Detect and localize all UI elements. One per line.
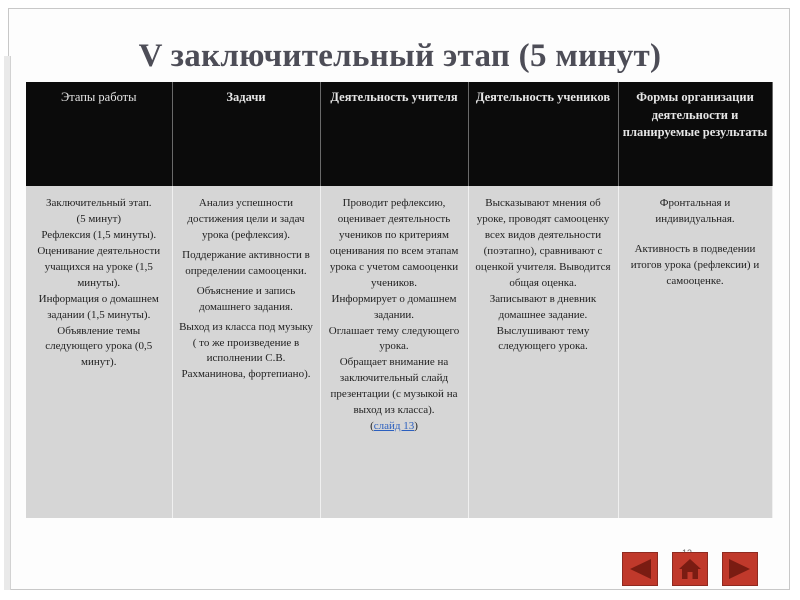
- slide-link-line: [326, 419, 463, 435]
- stage-line: (5 минут): [76, 212, 122, 225]
- task-paragraph: Выход из класса под музыку ( то же произведение в исполнении С.В. Рахманинова, фортепиано).: [179, 320, 313, 381]
- link-close-paren: ): [414, 420, 418, 433]
- student-line: Высказывают мнения об уроке, проводят самооценку всех видов деятельности (поэтапно), сравнивают с оценкой учителя. Выводится общая оценка.: [475, 197, 611, 289]
- teacher-line: Проводит рефлексию, оценивает деятельность учеников по критериям оценивания по всем этапам урока с учетом самооценки учеников.: [329, 197, 459, 289]
- slide-title: V заключительный этап (5 минут): [138, 38, 662, 74]
- previous-slide-button[interactable]: [622, 552, 658, 586]
- teacher-line: Информирует о домашнем задании.: [331, 292, 457, 321]
- header-teacher-activity: Деятельность учителя: [320, 82, 468, 186]
- cell-tasks: [172, 186, 320, 518]
- stage-line: Заключительный этап.: [45, 197, 152, 209]
- cell-stages: [26, 186, 172, 518]
- home-slide-button[interactable]: [672, 552, 708, 586]
- teacher-line: Обращает внимание на заключительный слайд презентации (с музыкой на выход из класса).: [330, 356, 458, 417]
- stage-line: Информация о домашнем задании (1,5 минуты).: [38, 292, 159, 321]
- arrow-left-icon: [627, 557, 653, 581]
- cell-forms-results: [618, 186, 772, 518]
- stage-line: Объявление темы следующего урока (0,5 минут).: [45, 324, 153, 369]
- stage-line: Рефлексия (1,5 минуты).: [41, 228, 157, 241]
- header-stages: Этапы работы: [26, 82, 172, 186]
- link-open-paren: (: [370, 420, 374, 433]
- stage-line: Оценивание деятельности учащихся на уроке (1,5 минуты).: [37, 244, 161, 289]
- next-slide-button[interactable]: [722, 552, 758, 586]
- cell-student-activity: [468, 186, 618, 518]
- arrow-right-icon: [727, 557, 753, 581]
- header-student-activity: Деятельность учеников: [468, 82, 618, 186]
- task-paragraph: Поддержание активности в определении самооценки.: [182, 248, 310, 277]
- teacher-line: Оглашает тему следующего урока.: [328, 324, 460, 353]
- task-paragraph: Объяснение и запись домашнего задания.: [196, 284, 296, 313]
- slide-side-bar: [4, 56, 11, 590]
- student-line: Записывают в дневник домашнее задание.: [489, 292, 597, 321]
- forms-paragraph: Активность в подведении итогов урока (рефлексии) и самооценке.: [630, 242, 760, 287]
- cell-teacher-activity: [320, 186, 468, 518]
- task-paragraph: Анализ успешности достижения цели и задач урока (рефлексия).: [187, 197, 305, 241]
- forms-paragraph: Фронтальная и индивидуальная.: [655, 197, 735, 225]
- header-forms-results: Формы организации деятельности и планируемые результаты: [618, 82, 772, 186]
- table-row: [26, 186, 772, 518]
- home-icon: [677, 557, 703, 581]
- student-line: Выслушивают тему следующего урока.: [496, 324, 590, 353]
- lesson-stage-table: [26, 82, 773, 518]
- slide-13-link[interactable]: слайд 13: [373, 420, 415, 433]
- table-header-row: [26, 82, 772, 186]
- header-tasks: Задачи: [172, 82, 320, 186]
